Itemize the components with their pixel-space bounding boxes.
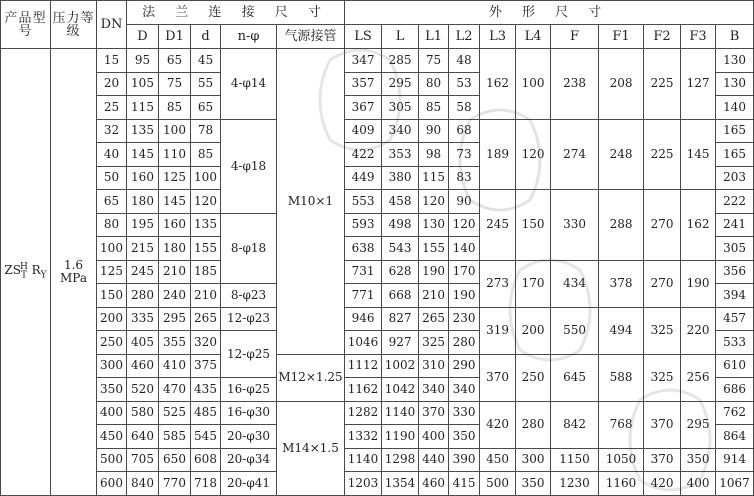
f1-cell: 1050 [599,448,644,472]
l-cell: 927 [382,331,419,355]
d1-cell: 585 [159,425,191,449]
table-row [1,354,754,378]
dn-cell: 80 [97,213,127,237]
d-inner-cell: 55 [191,72,221,96]
l1-cell: 90 [419,119,449,143]
l1-cell: 98 [419,143,449,167]
b-cell: 222 [716,190,754,214]
dn-cell: 450 [97,425,127,449]
f1-cell: 248 [599,119,644,190]
ls-cell: 422 [345,143,382,167]
f-cell: 330 [551,190,599,261]
dn-cell: 150 [97,284,127,308]
ls-cell: 1112 [345,354,382,378]
l3-cell: 189 [480,119,516,190]
l3-cell: 500 [480,472,516,496]
col-header-flange-0: D [127,25,159,49]
f3-cell: 220 [681,307,716,354]
f1-cell: 208 [599,49,644,120]
d-inner-cell: 85 [191,143,221,167]
d-inner-cell: 718 [191,472,221,496]
f3-cell: 145 [681,119,716,190]
bolt-hole-cell: 12-φ23 [221,307,277,331]
f-cell: 645 [551,354,599,401]
l3-cell: 273 [480,260,516,307]
d-outer-cell: 135 [127,119,159,143]
col-header-flange-2: d [191,25,221,49]
d1-cell: 180 [159,237,191,261]
table-row [1,190,754,214]
d-inner-cell: 185 [191,260,221,284]
f1-cell: 1160 [599,472,644,496]
d-outer-cell: 460 [127,354,159,378]
l1-cell: 75 [419,49,449,73]
l1-cell: 370 [419,401,449,425]
l2-cell: 120 [449,213,480,237]
d-inner-cell: 155 [191,237,221,261]
f-cell: 434 [551,260,599,307]
b-cell: 140 [716,96,754,120]
d-inner-cell: 210 [191,284,221,308]
d1-cell: 410 [159,354,191,378]
dn-cell: 300 [97,354,127,378]
d-outer-cell: 335 [127,307,159,331]
f3-cell: 350 [681,448,716,472]
l-cell: 458 [382,190,419,214]
b-cell: 305 [716,237,754,261]
dn-cell: 250 [97,331,127,355]
dn-cell: 25 [97,96,127,120]
f-cell: 274 [551,119,599,190]
ls-cell: 1140 [345,448,382,472]
air-pipe-cell: M12×1.25 [277,354,345,401]
d-inner-cell: 545 [191,425,221,449]
d-outer-cell: 160 [127,166,159,190]
d-outer-cell: 580 [127,401,159,425]
header-outline-group: 外 形 尺 寸 [345,1,754,25]
d-inner-cell: 265 [191,307,221,331]
col-header-outline-0: LS [345,25,382,49]
l2-cell: 230 [449,307,480,331]
d1-cell: 295 [159,307,191,331]
ls-cell: 1203 [345,472,382,496]
bolt-hole-cell: 4-φ18 [221,119,277,213]
dn-cell: 500 [97,448,127,472]
l-cell: 543 [382,237,419,261]
table-row [1,307,754,331]
d1-cell: 125 [159,166,191,190]
l3-cell: 420 [480,401,516,448]
b-cell: 241 [716,213,754,237]
bolt-hole-cell: 20-φ41 [221,472,277,496]
l3-cell: 245 [480,190,516,261]
bolt-hole-cell: 16-φ30 [221,401,277,425]
f-cell: 842 [551,401,599,448]
header-dn: DN [97,1,127,49]
b-cell: 130 [716,72,754,96]
dn-cell: 100 [97,237,127,261]
ls-cell: 946 [345,307,382,331]
dn-cell: 200 [97,307,127,331]
col-header-outline-5: L4 [516,25,551,49]
f3-cell: 400 [681,472,716,496]
col-header-flange-1: D1 [159,25,191,49]
l-cell: 340 [382,119,419,143]
l1-cell: 155 [419,237,449,261]
d1-cell: 525 [159,401,191,425]
col-header-outline-2: L1 [419,25,449,49]
b-cell: 457 [716,307,754,331]
col-header-flange-4: 气源接管 [277,25,345,49]
l4-cell: 150 [516,190,551,261]
l1-cell: 85 [419,96,449,120]
l1-cell: 115 [419,166,449,190]
f2-cell: 370 [644,448,681,472]
b-cell: 356 [716,260,754,284]
l1-cell: 325 [419,331,449,355]
d-outer-cell: 280 [127,284,159,308]
dn-cell: 65 [97,190,127,214]
bolt-hole-cell: 16-φ25 [221,378,277,402]
table-row [1,260,754,284]
l-cell: 1298 [382,448,419,472]
d-outer-cell: 245 [127,260,159,284]
b-cell: 864 [716,425,754,449]
dn-cell: 600 [97,472,127,496]
f2-cell: 325 [644,307,681,354]
l-cell: 1140 [382,401,419,425]
l-cell: 668 [382,284,419,308]
col-header-outline-4: L3 [480,25,516,49]
l2-cell: 290 [449,354,480,378]
dn-cell: 40 [97,143,127,167]
product-model-cell: $ZS_T^H$ $R_Y$ [1,49,51,496]
d1-cell: 85 [159,96,191,120]
l-cell: 628 [382,260,419,284]
table-row [1,119,754,143]
l2-cell: 350 [449,425,480,449]
d1-cell: 160 [159,213,191,237]
ls-cell: 731 [345,260,382,284]
bolt-hole-cell: 8-φ23 [221,284,277,308]
dn-cell: 350 [97,378,127,402]
f-cell: 1230 [551,472,599,496]
d1-cell: 145 [159,190,191,214]
d-outer-cell: 840 [127,472,159,496]
ls-cell: 1162 [345,378,382,402]
d-outer-cell: 705 [127,448,159,472]
bolt-hole-cell: 20-φ30 [221,425,277,449]
dn-cell: 32 [97,119,127,143]
header-product-model: 产品型号 [1,1,51,49]
f3-cell: 190 [681,260,716,307]
f2-cell: 270 [644,190,681,261]
l4-cell: 250 [516,354,551,401]
l-cell: 1190 [382,425,419,449]
d-outer-cell: 95 [127,49,159,73]
d1-cell: 210 [159,260,191,284]
col-header-outline-6: F [551,25,599,49]
l2-cell: 73 [449,143,480,167]
l2-cell: 415 [449,472,480,496]
ls-cell: 1282 [345,401,382,425]
b-cell: 394 [716,284,754,308]
d-inner-cell: 78 [191,119,221,143]
f2-cell: 225 [644,119,681,190]
air-pipe-cell: M14×1.5 [277,401,345,495]
l-cell: 1354 [382,472,419,496]
l3-cell: 370 [480,354,516,401]
table-row [1,472,754,496]
l2-cell: 190 [449,284,480,308]
ls-cell: 347 [345,49,382,73]
bolt-hole-cell: 4-φ14 [221,49,277,120]
dn-cell: 20 [97,72,127,96]
table-row [1,401,754,425]
l-cell: 353 [382,143,419,167]
f-cell: 550 [551,307,599,354]
b-cell: 686 [716,378,754,402]
l1-cell: 310 [419,354,449,378]
pressure-cell: 1.6 MPa [51,49,97,496]
d1-cell: 650 [159,448,191,472]
l2-cell: 83 [449,166,480,190]
ls-cell: 1046 [345,331,382,355]
d-outer-cell: 105 [127,72,159,96]
l2-cell: 68 [449,119,480,143]
l-cell: 498 [382,213,419,237]
l1-cell: 130 [419,213,449,237]
b-cell: 1067 [716,472,754,496]
header-flange-group: 法 兰 连 接 尺 寸 [127,1,345,25]
f2-cell: 325 [644,354,681,401]
d-outer-cell: 195 [127,213,159,237]
d-outer-cell: 180 [127,190,159,214]
l1-cell: 210 [419,284,449,308]
d-inner-cell: 375 [191,354,221,378]
f3-cell: 295 [681,401,716,448]
l2-cell: 90 [449,190,480,214]
l2-cell: 280 [449,331,480,355]
l-cell: 1002 [382,354,419,378]
f3-cell: 256 [681,354,716,401]
f1-cell: 768 [599,401,644,448]
d-inner-cell: 45 [191,49,221,73]
table-row [1,448,754,472]
l2-cell: 340 [449,378,480,402]
l-cell: 380 [382,166,419,190]
d1-cell: 110 [159,143,191,167]
l1-cell: 80 [419,72,449,96]
ls-cell: 638 [345,237,382,261]
f1-cell: 288 [599,190,644,261]
col-header-outline-10: B [716,25,754,49]
l-cell: 305 [382,96,419,120]
ls-cell: 593 [345,213,382,237]
l1-cell: 400 [419,425,449,449]
ls-cell: 771 [345,284,382,308]
l3-cell: 319 [480,307,516,354]
l1-cell: 440 [419,448,449,472]
l-cell: 1042 [382,378,419,402]
table-row [1,49,754,73]
d-inner-cell: 100 [191,166,221,190]
bolt-hole-cell: 20-φ34 [221,448,277,472]
l4-cell: 300 [516,448,551,472]
d-inner-cell: 65 [191,96,221,120]
d-inner-cell: 435 [191,378,221,402]
l1-cell: 120 [419,190,449,214]
f3-cell: 127 [681,49,716,120]
d1-cell: 240 [159,284,191,308]
d1-cell: 75 [159,72,191,96]
f2-cell: 370 [644,401,681,448]
col-header-flange-3: n-φ [221,25,277,49]
f2-cell: 420 [644,472,681,496]
dn-cell: 400 [97,401,127,425]
d-outer-cell: 640 [127,425,159,449]
b-cell: 533 [716,331,754,355]
d1-cell: 355 [159,331,191,355]
l2-cell: 170 [449,260,480,284]
col-header-outline-9: F3 [681,25,716,49]
d-outer-cell: 115 [127,96,159,120]
l4-cell: 350 [516,472,551,496]
l-cell: 295 [382,72,419,96]
l4-cell: 280 [516,401,551,448]
d1-cell: 65 [159,49,191,73]
dn-cell: 50 [97,166,127,190]
d-inner-cell: 120 [191,190,221,214]
b-cell: 165 [716,119,754,143]
d-inner-cell: 135 [191,213,221,237]
l2-cell: 140 [449,237,480,261]
b-cell: 130 [716,49,754,73]
l3-cell: 162 [480,49,516,120]
d1-cell: 470 [159,378,191,402]
dn-cell: 15 [97,49,127,73]
air-pipe-cell: M10×1 [277,49,345,355]
ls-cell: 1332 [345,425,382,449]
col-header-outline-1: L [382,25,419,49]
header-pressure-rating: 压力等级 [51,1,97,49]
l2-cell: 58 [449,96,480,120]
col-header-outline-8: F2 [644,25,681,49]
l-cell: 285 [382,49,419,73]
l3-cell: 450 [480,448,516,472]
bolt-hole-cell: 12-φ25 [221,331,277,378]
ls-cell: 357 [345,72,382,96]
d-inner-cell: 608 [191,448,221,472]
l4-cell: 100 [516,49,551,120]
b-cell: 165 [716,143,754,167]
f3-cell: 162 [681,190,716,261]
l-cell: 827 [382,307,419,331]
col-header-outline-3: L2 [449,25,480,49]
d1-cell: 770 [159,472,191,496]
d-inner-cell: 485 [191,401,221,425]
ls-cell: 449 [345,166,382,190]
f1-cell: 494 [599,307,644,354]
b-cell: 762 [716,401,754,425]
d-outer-cell: 215 [127,237,159,261]
l1-cell: 340 [419,378,449,402]
col-header-outline-7: F1 [599,25,644,49]
f2-cell: 270 [644,260,681,307]
l2-cell: 330 [449,401,480,425]
l4-cell: 200 [516,307,551,354]
bolt-hole-cell: 8-φ18 [221,213,277,284]
b-cell: 203 [716,166,754,190]
d1-cell: 100 [159,119,191,143]
l4-cell: 120 [516,119,551,190]
dn-cell: 125 [97,260,127,284]
f-cell: 1150 [551,448,599,472]
d-inner-cell: 320 [191,331,221,355]
f2-cell: 225 [644,49,681,120]
ls-cell: 553 [345,190,382,214]
l1-cell: 460 [419,472,449,496]
l4-cell: 170 [516,260,551,307]
ls-cell: 409 [345,119,382,143]
f1-cell: 378 [599,260,644,307]
l2-cell: 53 [449,72,480,96]
f1-cell: 588 [599,354,644,401]
b-cell: 610 [716,354,754,378]
f-cell: 238 [551,49,599,120]
l2-cell: 390 [449,448,480,472]
d-outer-cell: 520 [127,378,159,402]
ls-cell: 367 [345,96,382,120]
l1-cell: 190 [419,260,449,284]
d-outer-cell: 405 [127,331,159,355]
l1-cell: 265 [419,307,449,331]
l2-cell: 48 [449,49,480,73]
b-cell: 914 [716,448,754,472]
d-outer-cell: 145 [127,143,159,167]
